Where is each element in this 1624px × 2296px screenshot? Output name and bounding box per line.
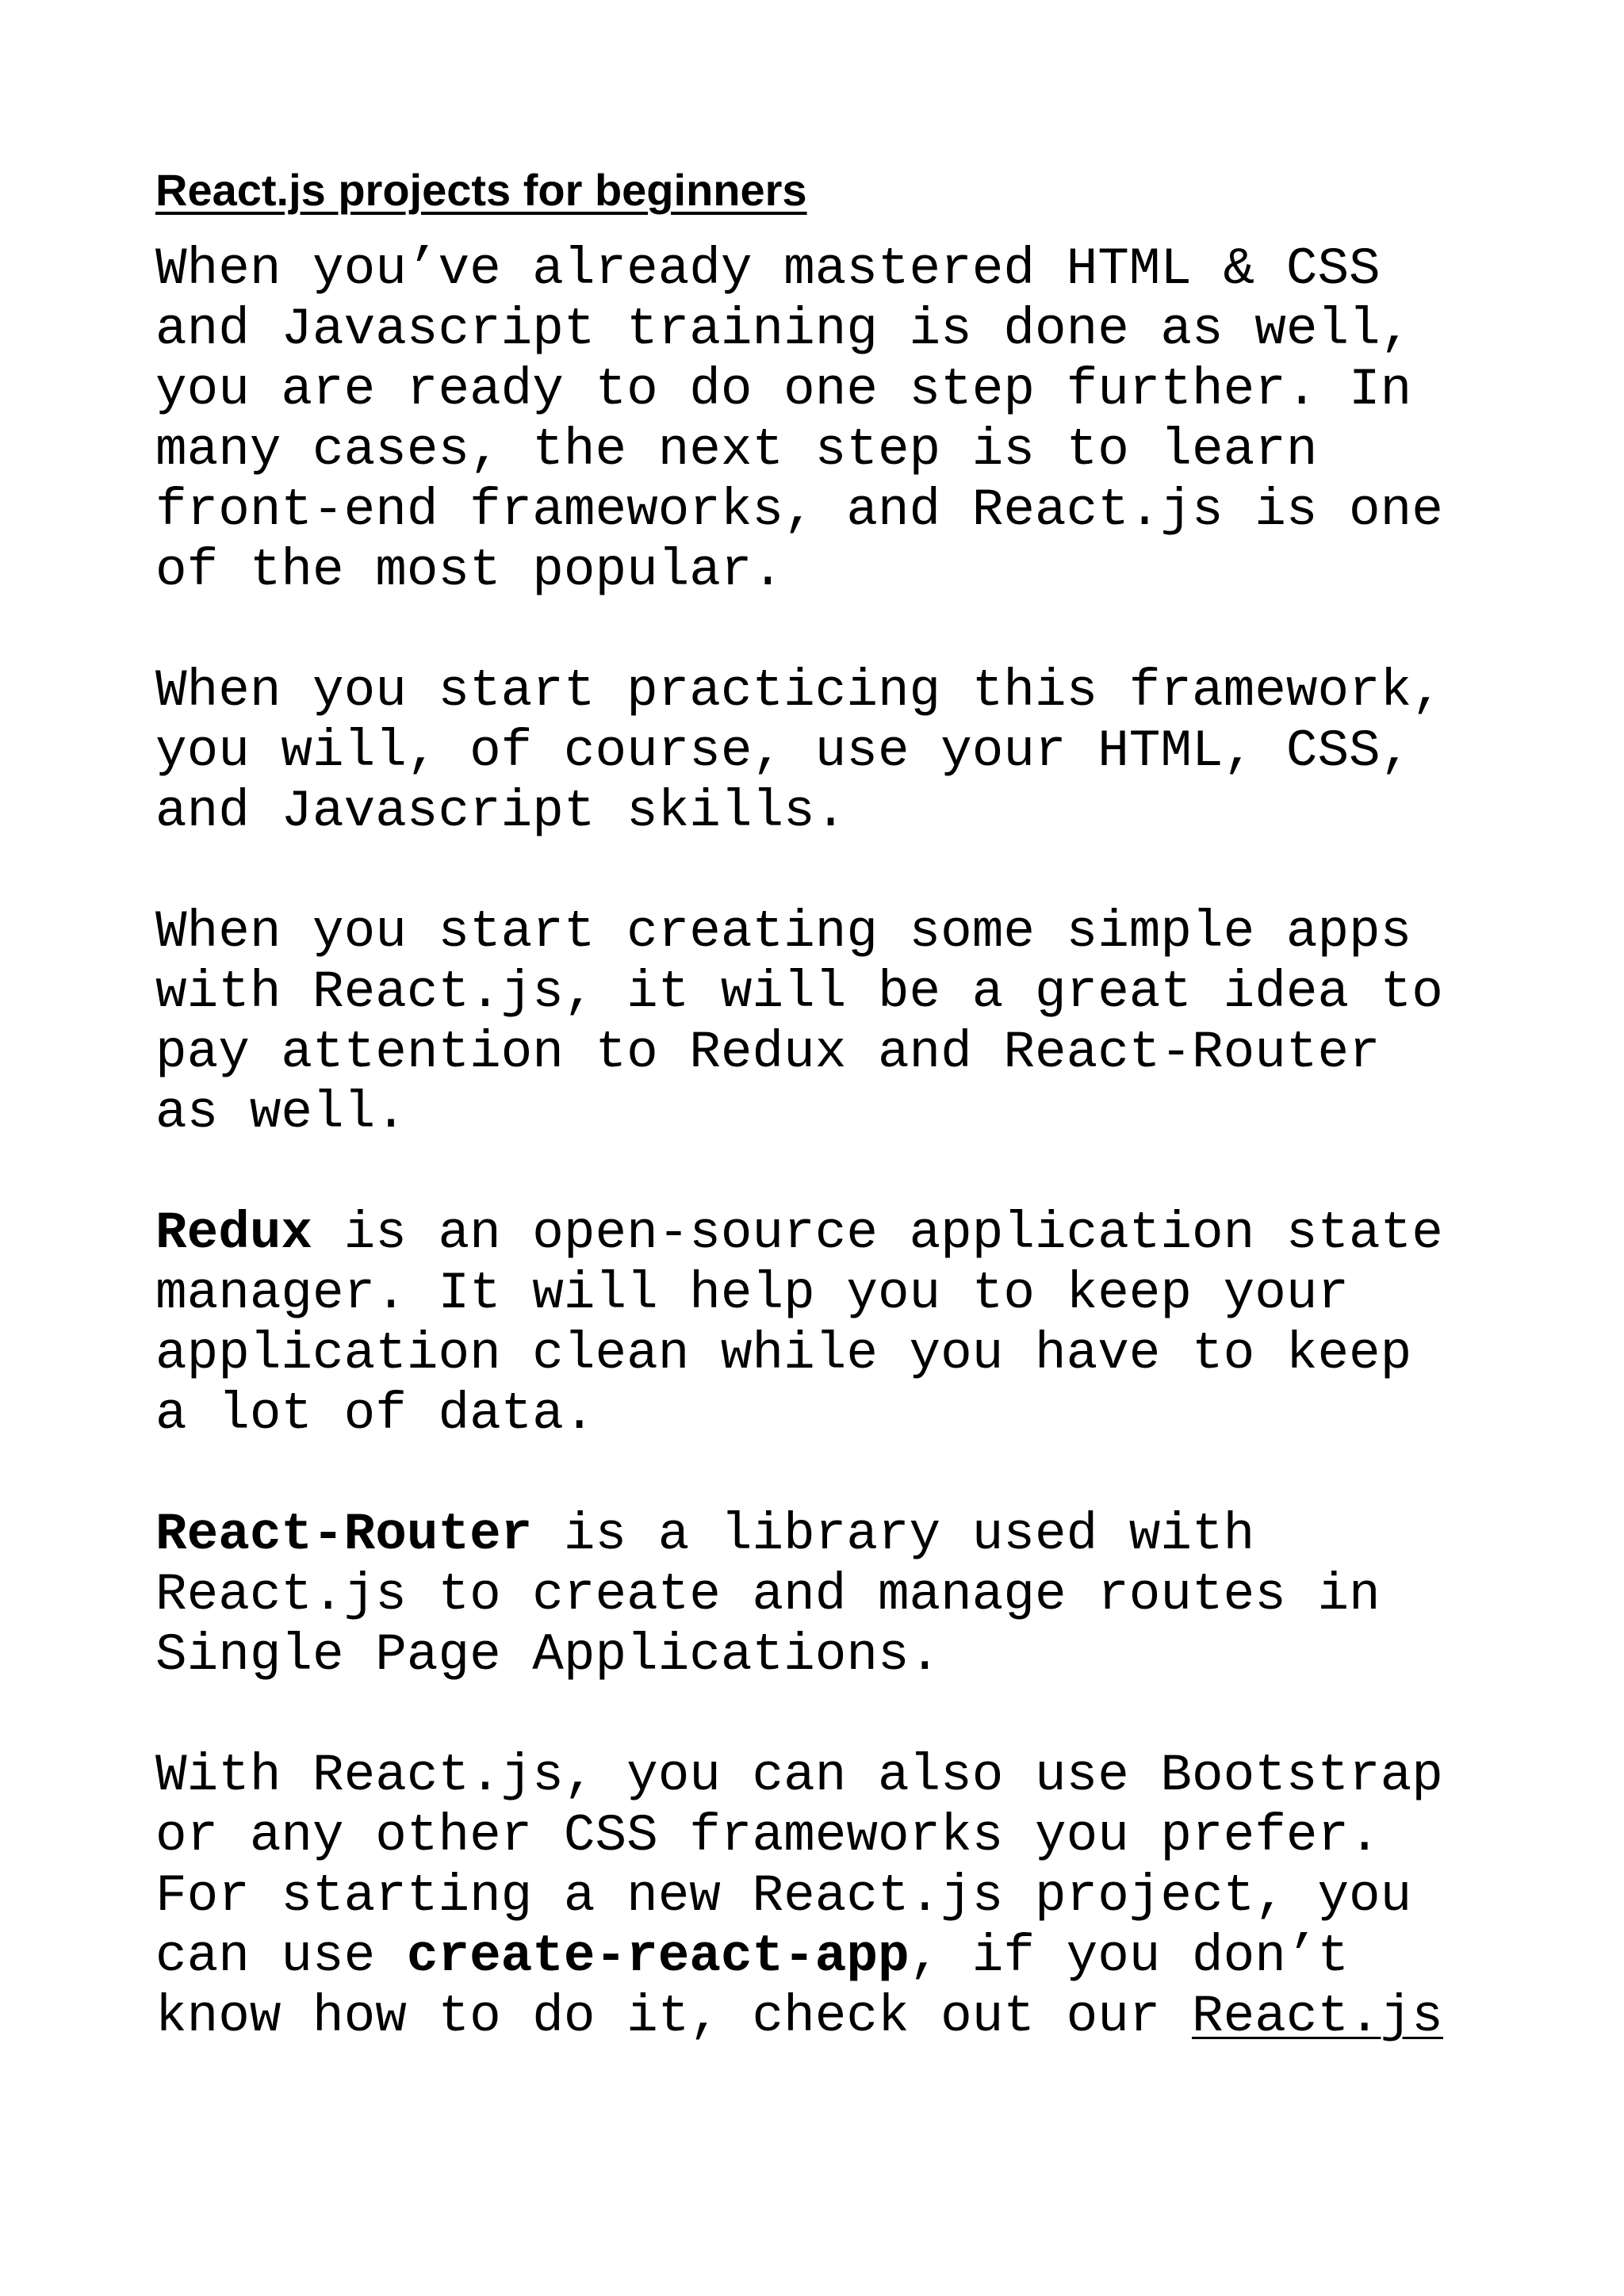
paragraph-gap xyxy=(155,1686,1503,1746)
term-react-router: React-Router xyxy=(155,1505,533,1564)
reactjs-link[interactable]: React.js xyxy=(1192,1987,1443,2046)
term-create-react-app: create-react-app xyxy=(406,1927,910,1986)
paragraph-react-router xyxy=(155,1505,1503,1686)
text-line: When you’ve already mastered HTML & CSS xyxy=(155,239,1381,299)
text-span: can use xyxy=(155,1927,407,1986)
text-line: Single Page Applications. xyxy=(155,1625,941,1685)
text-span: , if you don’t xyxy=(909,1927,1350,1986)
paragraph-gap xyxy=(155,842,1503,902)
document-content xyxy=(155,159,1503,2047)
text-line: a lot of data. xyxy=(155,1384,596,1444)
text-line: When you start practicing this framework, xyxy=(155,661,1443,721)
text-line: React.js to create and manage routes in xyxy=(155,1565,1381,1624)
text-line: application clean while you have to keep xyxy=(155,1324,1412,1383)
term-redux: Redux xyxy=(155,1203,313,1263)
paragraph-gap xyxy=(155,1445,1503,1505)
text-line xyxy=(155,1505,1503,1565)
paragraph-simple-apps xyxy=(155,902,1503,1143)
paragraph-bootstrap xyxy=(155,1746,1503,2047)
text-line: front-end frameworks, and React.js is one xyxy=(155,480,1443,540)
paragraph-gap xyxy=(155,601,1503,661)
text-line: pay attention to Redux and React-Router xyxy=(155,1023,1381,1082)
text-line: When you start creating some simple apps xyxy=(155,902,1412,962)
text-line: For starting a new React.js project, you xyxy=(155,1866,1412,1926)
text-line: of the most popular. xyxy=(155,541,784,600)
paragraph-redux xyxy=(155,1203,1503,1445)
text-line: and Javascript training is done as well, xyxy=(155,300,1412,359)
text-span: know how to do it, check out our xyxy=(155,1987,1193,2046)
text-line: or any other CSS frameworks you prefer. xyxy=(155,1806,1381,1866)
text-line: with React.js, it will be a great idea to xyxy=(155,962,1443,1022)
paragraph-gap xyxy=(155,1143,1503,1203)
document-title: React.js projects for beginners xyxy=(155,165,807,215)
text-line: manager. It will help you to keep your xyxy=(155,1264,1350,1323)
text-span: is a library used with xyxy=(532,1505,1255,1564)
text-line: With React.js, you can also use Bootstrap xyxy=(155,1746,1443,1805)
paragraph-intro xyxy=(155,239,1503,601)
text-line xyxy=(155,1203,1503,1264)
paragraph-practice xyxy=(155,661,1503,842)
text-line: you are ready to do one step further. In xyxy=(155,360,1412,419)
text-line: and Javascript skills. xyxy=(155,782,847,841)
text-line: as well. xyxy=(155,1083,407,1142)
text-line xyxy=(155,1927,1503,1987)
text-line: you will, of course, use your HTML, CSS, xyxy=(155,721,1412,781)
text-line xyxy=(155,1987,1503,2047)
text-line: many cases, the next step is to learn xyxy=(155,420,1318,480)
text-span: is an open-source application state xyxy=(312,1203,1443,1263)
